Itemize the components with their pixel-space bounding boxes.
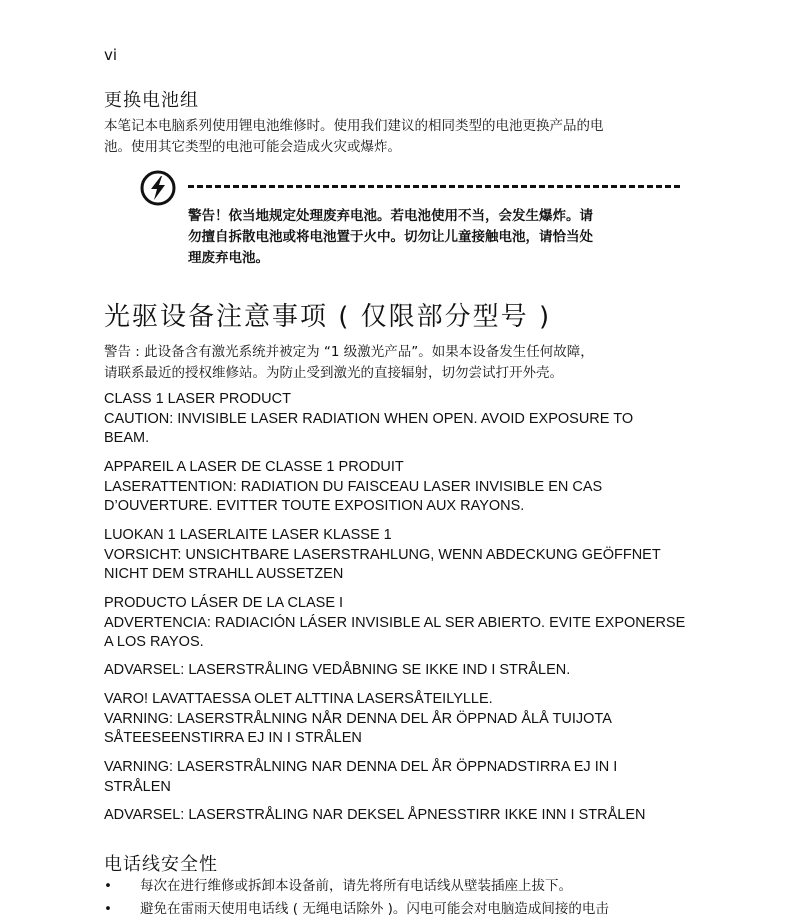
laser-line: VORSICHT: UNSICHTBARE LASERSTRAHLUNG, WENN ABDECKUNG GEÖFFNET <box>104 546 661 563</box>
laser-block-sv <box>104 758 684 797</box>
laser-line: ADVERTENCIA: RADIACIÓN LÁSER INVISIBLE AL SER ABIERTO. EVITE EXPONERSE <box>104 614 686 631</box>
laser-line: VARNING: LASERSTRÅLNING NAR DENNA DEL ÅR ÖPPNADSTIRRA EJ IN I <box>104 759 618 775</box>
optical-line: 警告 : 此设备含有激光系统并被定为 “1 级激光产品”。如果本设备发生任何故障， <box>104 344 594 360</box>
laser-line: A LOS RAYOS. <box>104 634 204 650</box>
laser-line: PRODUCTO LÁSER DE LA CLASE I <box>104 595 344 611</box>
laser-line: CLASS 1 LASER PRODUCT <box>104 391 291 407</box>
laser-line: ADVARSEL: LASERSTRÅLING NAR DEKSEL ÅPNESSTIRR IKKE INN I STRÅLEN <box>104 807 646 823</box>
laser-line: LUOKAN 1 LASERLAITE LASER KLASSE 1 <box>104 527 392 543</box>
battery-line: 本笔记本电脑系列使用锂电池维修时。使用我们建议的相同类型的电池更换产品的电 <box>104 118 604 134</box>
battery-paragraph <box>104 116 684 158</box>
laser-block-da <box>104 661 684 681</box>
laser-block-de <box>104 526 684 585</box>
bullet-icon: • <box>104 878 112 894</box>
warning-line: 勿擅自拆散电池或将电池置于火中。切勿让儿童接触电池，请恰当处 <box>188 229 593 245</box>
laser-line: APPAREIL A LASER DE CLASSE 1 PRODUIT <box>104 459 404 475</box>
warning-line: 警告！依当地规定处理废弃电池。若电池使用不当，会发生爆炸。请 <box>188 208 593 224</box>
phone-heading: 电话线安全性 <box>104 854 218 875</box>
laser-line: D’OUVERTURE. EVITTER TOUTE EXPOSITION AUX RAYONS. <box>104 498 525 514</box>
optical-paragraph <box>104 342 684 384</box>
bullet-text: 避免在雷雨天使用电话线 ( 无绳电话除外 )。闪电可能会对电脑造成间接的电击 <box>140 901 609 917</box>
bullet-icon: • <box>104 901 112 917</box>
laser-line: SÅTEESEENSTIRRA EJ IN I STRÅLEN <box>104 730 362 746</box>
optical-heading: 光驱设备注意事项 ( 仅限部分型号 ) <box>104 302 552 332</box>
laser-line: CAUTION: INVISIBLE LASER RADIATION WHEN OPEN. AVOID EXPOSURE TO <box>104 410 634 427</box>
laser-line: LASERATTENTION: RADIATION DU FAISCEAU LASER INVISIBLE EN CAS <box>104 478 603 495</box>
battery-line: 池。使用其它类型的电池可能会造成火灾或爆炸。 <box>104 139 401 155</box>
lightning-warning-icon <box>140 170 176 206</box>
laser-block-no <box>104 806 684 826</box>
laser-line: ADVARSEL: LASERSTRÅLING VEDÅBNING SE IKKE IND I STRÅLEN. <box>104 662 571 678</box>
warning-line: 理废弃电池。 <box>188 250 269 266</box>
optical-line: 请联系最近的授权维修站。为防止受到激光的直接辐射，切勿尝试打开外壳。 <box>104 365 563 381</box>
laser-line: VARO! LAVATTAESSA OLET ALTTINA LASERSÅTEILYLLE. <box>104 691 493 707</box>
warning-text <box>188 206 658 269</box>
bullet-text: 每次在进行维修或拆卸本设备前，请先将所有电话线从壁装插座上拔下。 <box>140 878 572 894</box>
laser-line: NICHT DEM STRAHLL AUSSETZEN <box>104 566 344 582</box>
warning-dashed-rule <box>188 185 680 188</box>
laser-block-en <box>104 390 684 449</box>
laser-block-fr <box>104 458 684 517</box>
battery-warning <box>140 170 685 270</box>
laser-line: BEAM. <box>104 430 150 446</box>
laser-block-es <box>104 594 684 653</box>
page-number: vi <box>104 46 118 64</box>
laser-line: VARNING: LASERSTRÅLNING NÅR DENNA DEL ÅR ÖPPNAD ÅLÅ TUIJOTA <box>104 710 612 727</box>
battery-heading: 更换电池组 <box>104 90 199 111</box>
laser-line: STRÅLEN <box>104 778 171 795</box>
laser-block-fi-sv <box>104 690 684 749</box>
